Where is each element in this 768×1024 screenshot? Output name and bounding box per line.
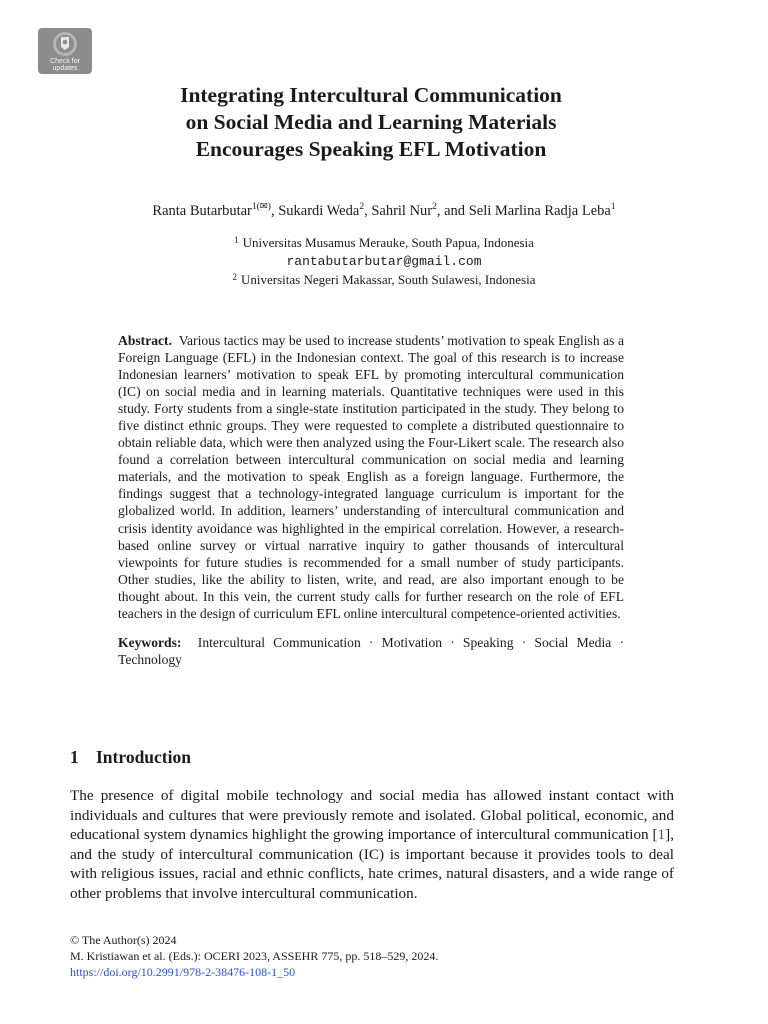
publication-citation: M. Kristiawan et al. (Eds.): OCERI 2023, ASSEHR 775, pp. 518–529, 2024. [70, 949, 439, 963]
author-affiliation-mark: 2 [432, 202, 437, 212]
affiliation-number: 2 [232, 272, 238, 282]
page-footer [70, 932, 690, 980]
copyright-notice: © The Author(s) 2024 [70, 933, 177, 947]
keywords-text: Intercultural Communication · Motivation · Speaking · Social Media · Technology [118, 634, 624, 667]
abstract [118, 332, 624, 668]
intro-paragraph [70, 786, 674, 904]
check-for-updates-badge[interactable] [38, 28, 92, 74]
author-separator: , [270, 203, 279, 219]
doi-link[interactable]: https://doi.org/10.2991/978-2-38476-108-1_50 [70, 965, 296, 979]
abstract-text: Various tactics may be used to increase students’ motivation to speak English as a Foreign Language (EFL) in the Indonesian context. The goal of this research is to increase Indonesian learners’ motivation to speak EFL by promoting intercultural communication (IC) on social media and in learning materials. Quantitative techniques were used in this study. Forty students from a single-state institution participated in the study. They belong to five distinct ethnic groups. They were requested to complete a distributed questionnaire to obtain reliable data, which were then analyzed using the Four-Likert scale. The research also found a correlation between intercultural communication on social media and learning materials, and the motivation to speak English as a foreign language. Furthermore, the findings suggest that a technology-integrated language curriculum is important for the globalized world. In addition, learners’ understanding of intercultural communication and crisis identity avoidance was highlighted in the empirical correlation. However, a research-based online survey or virtual narrative inquiry to gather thousands of intercultural viewpoints for future studies is recommended for a small number of study participants. Other studies, like the ability to listen, write, and read, are also important enough to be thought about. In this vein, the current study calls for further research on the role of EFL teachers in the design of curriculum EFL online intercultural competence-oriented activities. [118, 333, 624, 621]
affiliations [40, 234, 728, 289]
citation-link[interactable]: 1 [657, 826, 666, 844]
paper-title [60, 82, 682, 163]
abstract-paragraph [118, 332, 624, 622]
author-list [40, 201, 728, 221]
section-number: 1 [70, 747, 79, 767]
intro-text: ], and the study of intercultural communication (IC) is important because it provides tools to deal with religious issues, racial and ethnic conflicts, hate crimes, natural disasters, and a wide range of other problems that involve intercultural communication. [70, 826, 674, 902]
section-heading-introduction [70, 746, 191, 768]
author-email[interactable] [40, 252, 728, 271]
affiliation-number: 1 [234, 235, 239, 245]
author-affiliation-mark: 1 [610, 202, 616, 212]
author-name: Ranta Butarbutar [152, 203, 252, 219]
author-name: Sahril Nur [371, 203, 433, 219]
affiliation-1 [40, 234, 728, 252]
intro-text: The presence of digital mobile technology and social media has allowed instant contact with individuals and cultures that were previously remote and isolated. Global political, economic, and educational system dynamics highlight the growing importance of intercultural communication [ [70, 787, 674, 844]
check-for-updates-icon [52, 31, 78, 57]
keywords-label: Keywords: [118, 634, 182, 650]
abstract-label: Abstract. [118, 333, 172, 348]
affiliation-text: Universitas Musamus Merauke, South Papua, Indonesia [242, 235, 534, 250]
email-link[interactable]: rantabutarbutar@gmail.com [286, 254, 482, 269]
affiliation-2 [40, 271, 728, 289]
introduction-body [70, 786, 674, 904]
author-separator: , and [436, 203, 469, 219]
author-name: Sukardi Weda [278, 203, 360, 219]
author-separator: , [364, 203, 372, 219]
keywords [118, 634, 624, 668]
section-title: Introduction [96, 747, 191, 767]
author-affiliation-mark: 2 [359, 202, 365, 212]
author-name: Seli Marlina Radja Leba [468, 203, 611, 219]
title-line: Encourages Speaking EFL Motivation [195, 137, 547, 161]
title-line: Integrating Intercultural Communication [180, 83, 562, 107]
affiliation-text: Universitas Negeri Makassar, South Sulawesi, Indonesia [241, 272, 536, 287]
author-affiliation-mark: 1(✉) [251, 202, 271, 212]
badge-label: Check for updates [50, 58, 80, 72]
title-line: on Social Media and Learning Materials [185, 110, 557, 134]
